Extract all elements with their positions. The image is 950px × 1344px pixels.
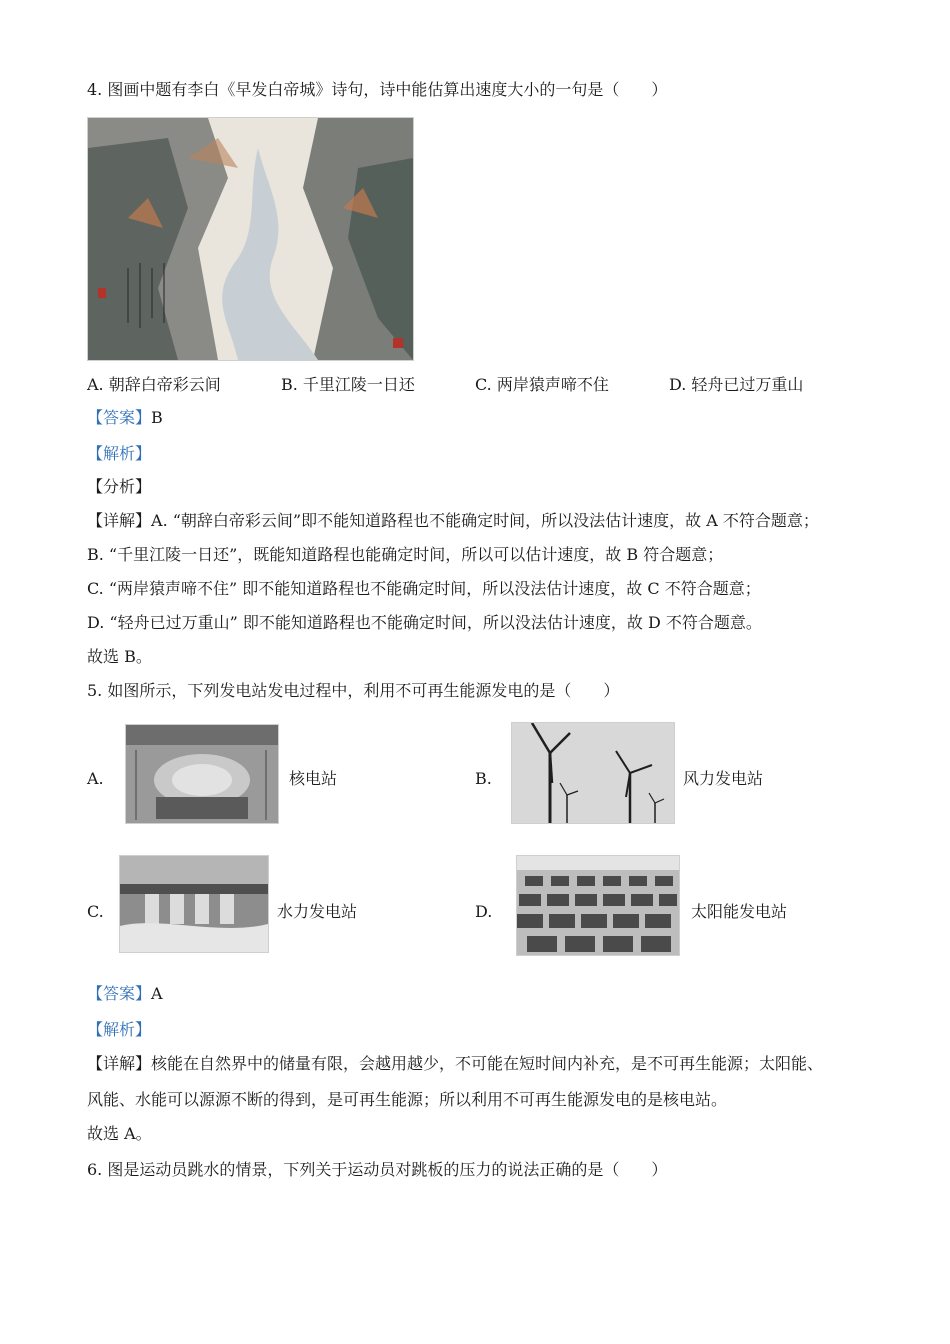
answer-tag: 【答案】: [87, 984, 152, 1003]
q5-option-a-label: 核电站: [289, 769, 338, 788]
q4-stem: 4. 图画中题有李白《早发白帝城》诗句，诗中能估算出速度大小的一句是（ ）: [87, 80, 668, 99]
answer-tag: 【答案】: [87, 408, 152, 427]
detail-text: A. “朝辞白帝彩云间”即不能知道路程也不能确定时间，所以没法估计速度，故 A 不符合题意；: [151, 511, 819, 530]
q4-detail-line: D. “轻舟已过万重山” 即不能知道路程也不能确定时间，所以没法估计速度，故 D 不符合题意。: [87, 613, 762, 632]
q4-option-d: D. 轻舟已过万重山: [669, 375, 804, 394]
q4-answer: [87, 408, 163, 428]
q5-option-a-letter: A.: [87, 769, 104, 788]
nuclear-plant-photo: [125, 724, 279, 824]
landscape-painting: [87, 117, 414, 361]
q5-answer: [87, 984, 163, 1004]
q5-detail-line: 风能、水能可以源源不断的得到，是可再生能源；所以利用不可再生能源发电的是核电站。: [87, 1090, 728, 1109]
q4-option-b: B. 千里江陵一日还: [281, 375, 415, 394]
q4-detail-line: B. “千里江陵一日还”，既能知道路程也能确定时间，所以可以估计速度，故 B 符合题意；: [87, 545, 724, 564]
wind-farm-photo: [511, 722, 675, 824]
q4-detail-line: C. “两岸猿声啼不住” 即不能知道路程也不能确定时间，所以没法估计速度，故 C 不符合题意；: [87, 579, 761, 598]
q5-analysis-tag: 【解析】: [87, 1020, 152, 1039]
q4-option-a: A. 朝辞白帝彩云间: [87, 375, 221, 394]
q5-option-d-label: 太阳能发电站: [691, 902, 788, 921]
q4-option-c: C. 两岸猿声啼不住: [475, 375, 609, 394]
q5-stem: 5. 如图所示，下列发电站发电过程中，利用不可再生能源发电的是（ ）: [87, 681, 620, 700]
answer-value: B: [151, 408, 163, 427]
solar-plant-photo: [516, 855, 680, 956]
q5-option-b-label: 风力发电站: [683, 769, 764, 788]
q4-detail-line: [87, 511, 819, 531]
detail-tag: 【详解】: [87, 1054, 152, 1073]
q5-conclusion: 故选 A。: [87, 1124, 152, 1143]
q5-option-c-letter: C.: [87, 902, 104, 921]
q5-option-c-label: 水力发电站: [277, 902, 358, 921]
q4-fenxi: 【分析】: [87, 477, 152, 496]
detail-tag: 【详解】: [87, 511, 152, 530]
q5-option-d-letter: D.: [475, 902, 493, 921]
q6-stem: 6. 图是运动员跳水的情景，下列关于运动员对跳板的压力的说法正确的是（ ）: [87, 1160, 668, 1179]
detail-text: 核能在自然界中的储量有限，会越用越少，不可能在短时间内补充，是不可再生能源；太阳能、: [151, 1054, 824, 1073]
answer-value: A: [151, 984, 163, 1003]
hydro-plant-photo: [119, 855, 269, 953]
q4-analysis-tag: 【解析】: [87, 444, 152, 463]
q4-conclusion: 故选 B。: [87, 647, 152, 666]
q5-detail-line: [87, 1054, 823, 1074]
q5-option-b-letter: B.: [475, 769, 492, 788]
